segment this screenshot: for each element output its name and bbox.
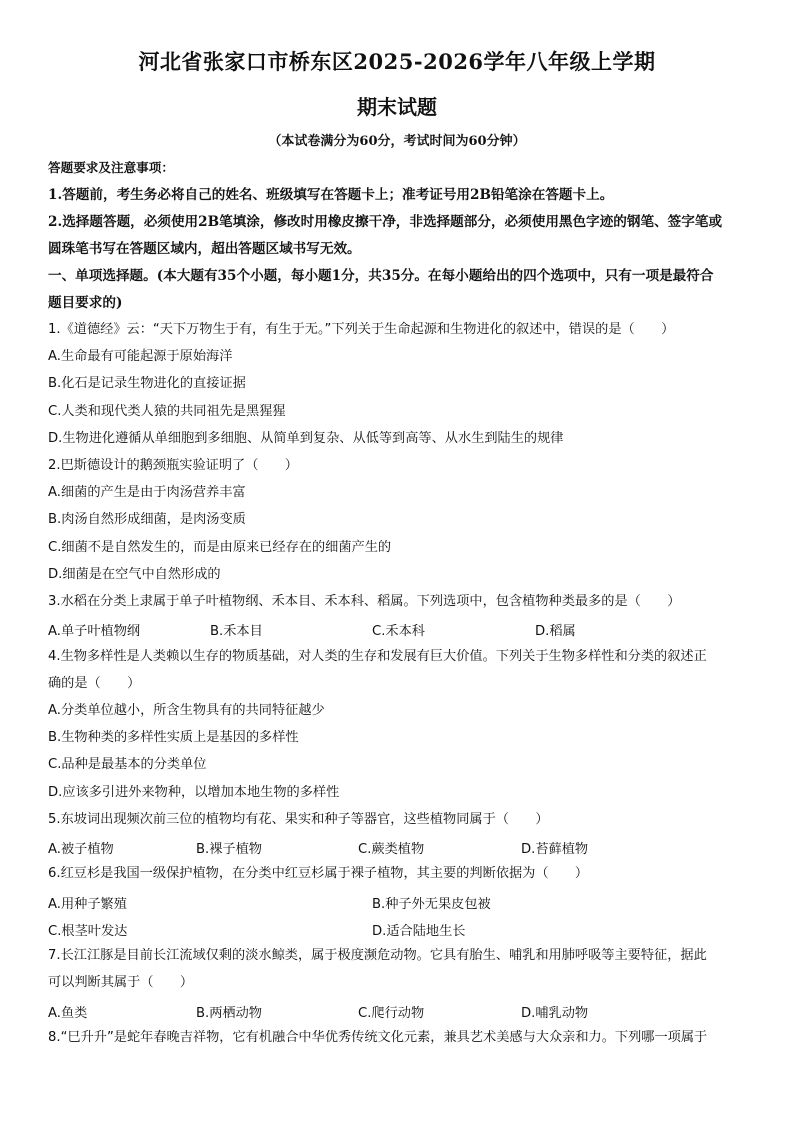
question-3-stem: 3.水稻在分类上隶属于单子叶植物纲、禾本目、禾本科、稻属。下列选项中，包含植物种类最多的是（ ） [48,594,681,609]
question-4-stem-line1: 4.生物多样性是人类赖以生存的物质基础，对人类的生存和发展有巨大价值。下列关于生物多样性和分类的叙述正 [48,649,707,664]
question-1-option-b: B.化石是记录生物进化的直接证据 [48,376,246,391]
question-1-option-a: A.生命最有可能起源于原始海洋 [48,349,233,364]
exam-title: 河北省张家口市桥东区2025-2026学年八年级上学期 [138,49,656,74]
instruction-item-2-line2: 圆珠笔书写在答题区域内，超出答题区域书写无效。 [48,241,361,257]
question-5-option-d: D.苔藓植物 [521,842,589,857]
question-2-option-b: B.肉汤自然形成细菌，是肉汤变质 [48,512,246,527]
question-6-option-b: B.种子外无果皮包被 [372,897,491,912]
question-1-option-d: D.生物进化遵循从单细胞到多细胞、从简单到复杂、从低等到高等、从水生到陆生的规律 [48,431,564,446]
question-8-stem: 8.“巳升升”是蛇年春晚吉祥物，它有机融合中华优秀传统文化元素，兼具艺术美感与大众亲和力。下列哪一项属于 [48,1030,708,1045]
question-2-option-a: A.细菌的产生是由于肉汤营养丰富 [48,485,246,500]
section-heading-line1: 一、单项选择题。(本大题有35个小题，每小题1分，共35分。在每小题给出的四个选项中，只有一项是最符合 [48,268,714,284]
section-heading-line2: 题目要求的) [48,295,123,311]
question-6-option-d: D.适合陆地生长 [372,924,466,939]
question-7-option-d: D.哺乳动物 [521,1006,589,1021]
exam-note: （本试卷满分为60分，考试时间为60分钟） [268,134,526,149]
question-4-option-b: B.生物种类的多样性实质上是基因的多样性 [48,730,299,745]
question-4-option-c: C.品种是最基本的分类单位 [48,757,207,772]
instructions-heading: 答题要求及注意事项： [48,160,174,175]
question-5-stem: 5.东坡词出现频次前三位的植物均有花、果实和种子等器官，这些植物同属于（ ） [48,812,549,827]
question-7-option-b: B.两栖动物 [196,1006,262,1021]
question-2-option-d: D.细菌是在空气中自然形成的 [48,567,221,582]
question-3-option-a: A.单子叶植物纲 [48,624,141,639]
question-4-stem-line2: 确的是（ ） [48,676,141,691]
question-2-stem: 2.巴斯德设计的鹅颈瓶实验证明了（ ） [48,458,298,473]
question-4-option-d: D.应该多引进外来物种，以增加本地生物的多样性 [48,785,340,800]
question-7-option-c: C.爬行动物 [358,1006,425,1021]
question-5-option-a: A.被子植物 [48,842,114,857]
question-1-option-c: C.人类和现代类人猿的共同祖先是黑猩猩 [48,404,286,419]
question-5-option-b: B.裸子植物 [196,842,262,857]
question-2-option-c: C.细菌不是自然发生的，而是由原来已经存在的细菌产生的 [48,540,392,555]
question-6-option-a: A.用种子繁殖 [48,897,127,912]
instruction-item-2-line1: 2.选择题答题，必须使用2B笔填涂，修改时用橡皮擦干净，非选择题部分，必须使用黑色字迹的钢笔、签字笔或 [48,214,723,230]
question-6-option-c: C.根茎叶发达 [48,924,128,939]
question-3-option-d: D.稻属 [535,624,576,639]
question-3-option-b: B.禾本目 [210,624,263,639]
question-7-stem-line1: 7.长江江豚是目前长江流域仅剩的淡水鲸类，属于极度濒危动物。它具有胎生、哺乳和用肺呼吸等主要特征，据此 [48,948,707,963]
exam-subtitle: 期末试题 [357,95,437,119]
question-5-option-c: C.蕨类植物 [358,842,425,857]
question-7-option-a: A.鱼类 [48,1006,88,1021]
question-6-stem: 6.红豆杉是我国一级保护植物，在分类中红豆杉属于裸子植物，其主要的判断依据为（ ） [48,866,589,881]
question-3-option-c: C.禾本科 [372,624,425,639]
question-4-option-a: A.分类单位越小，所含生物具有的共同特征越少 [48,703,325,718]
question-7-stem-line2: 可以判断其属于（ ） [48,975,194,990]
instruction-item-1: 1.答题前，考生务必将自己的姓名、班级填写在答题卡上；准考证号用2B铅笔涂在答题卡上。 [48,187,614,203]
question-1-stem: 1.《道德经》云：“天下万物生于有，有生于无。”下列关于生命起源和生物进化的叙述中，错误的是（ ） [48,322,675,337]
